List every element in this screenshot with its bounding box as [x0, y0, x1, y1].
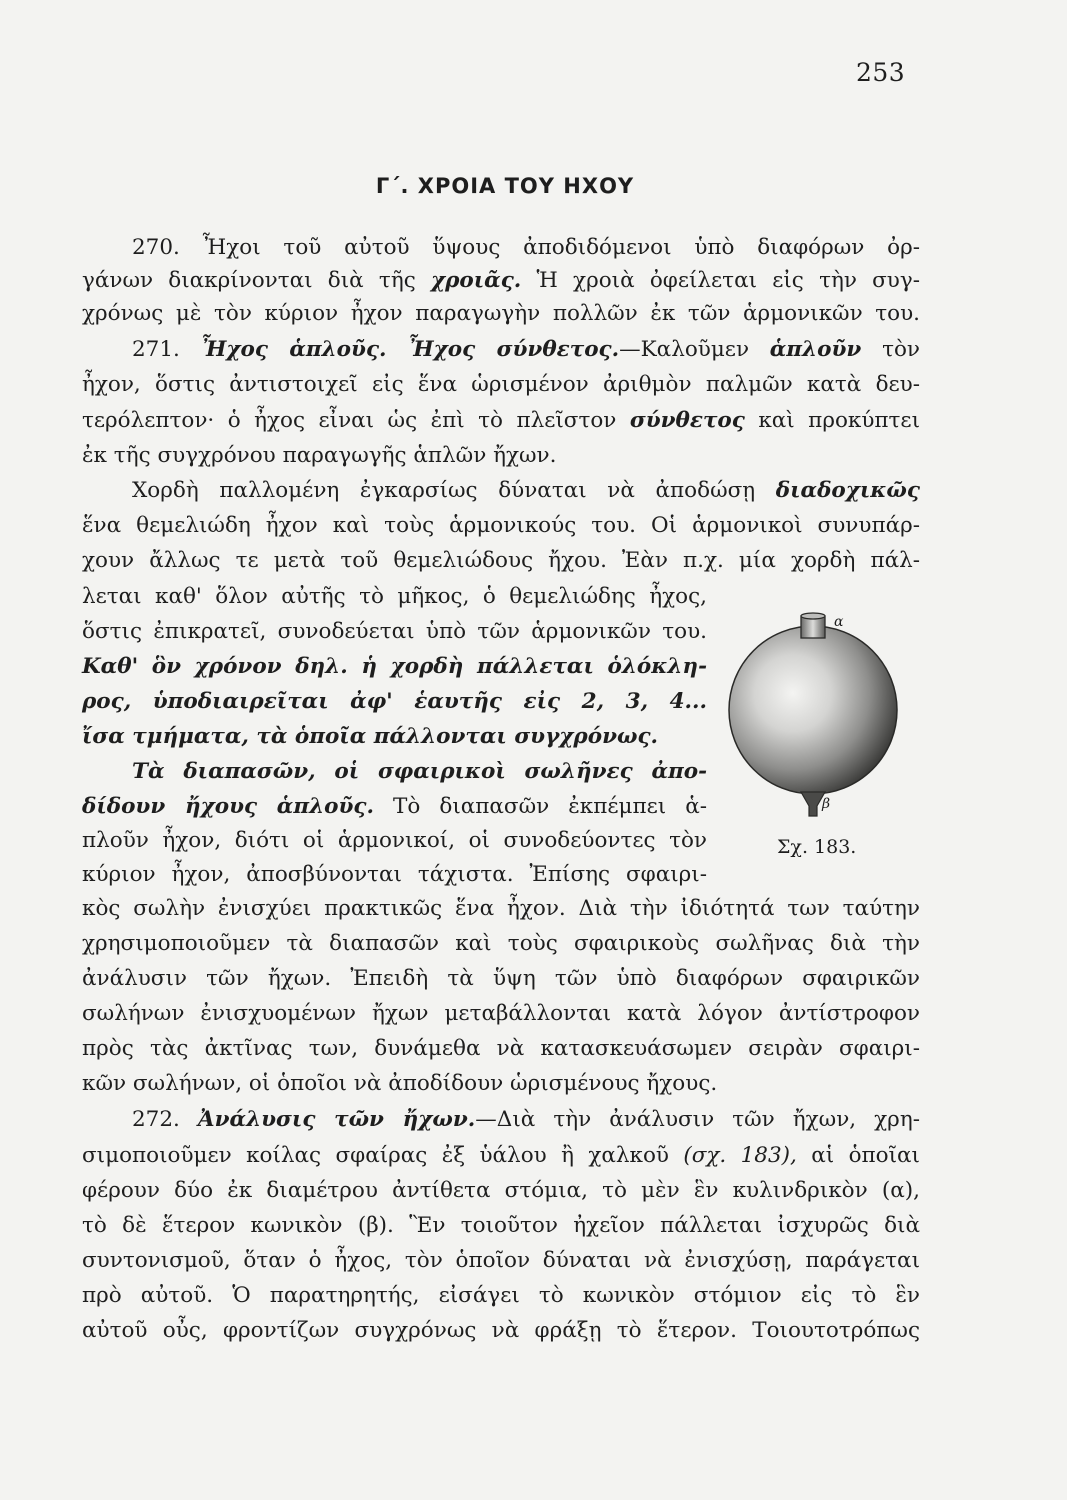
text-line: 272. Ἀνάλυσις τῶν ἤχων.—Διὰ τὴν ἀνάλυσιν τῶν ἤχων, χρη- [132, 1107, 920, 1132]
text-line: ἀνάλυσιν τῶν ἤχων. Ἐπειδὴ τὰ ὕψη τῶν ὑπὸ διαφόρων σφαιρικῶν [82, 966, 920, 991]
text-line: Καθ' ὃν χρόνον δηλ. ἡ χορδὴ πάλλεται ὁλόκλη- [82, 654, 707, 679]
text-line: ἐκ τῆς συγχρόνου παραγωγῆς ἁπλῶν ἤχων. [82, 443, 557, 468]
text-line: συντονισμοῦ, ὅταν ὁ ἦχος, τὸν ὁποῖον δύναται νὰ ἐνισχύσῃ, παράγεται [82, 1248, 920, 1273]
text-line: χρόνως μὲ τὸν κύριον ἦχον παραγωγὴν πολλῶν ἐκ τῶν ἁρμονικῶν του. [82, 301, 920, 326]
text-line: λεται καθ' ὅλον αὐτῆς τὸ μῆκος, ὁ θεμελιώδης ἦχος, [82, 584, 707, 609]
text-line: τερόλεπτον· ὁ ἦχος εἶναι ὡς ἐπὶ τὸ πλεῖστον σύνθετος καὶ προκύπτει [82, 408, 920, 433]
text-line: φέρουν δύο ἐκ διαμέτρου ἀντίθετα στόμια, τὸ μὲν ἓν κυλινδρικὸν (α), [82, 1178, 920, 1203]
text-line: 271. Ἦχος ἁπλοῦς. Ἦχος σύνθετος.—Καλοῦμεν ἁπλοῦν τὸν [132, 337, 920, 362]
text-line: αὐτοῦ οὖς, φροντίζων συγχρόνως νὰ φράξῃ τὸ ἕτερον. Τοιουτοτρόπως [82, 1318, 920, 1343]
text-line: κύριον ἦχον, ἀποσβύνονται τάχιστα. Ἐπίσης σφαιρι- [82, 862, 707, 887]
text-line: κὸς σωλὴν ἐνισχύει πρακτικῶς ἕνα ἦχον. Διὰ τὴν ἰδιότητά των ταύτην [82, 896, 920, 921]
text-line: ἴσα τμήματα, τὰ ὁποῖα πάλλονται συγχρόνως. [82, 724, 659, 749]
text-line: ρος, ὑποδιαιρεῖται ἀφ' ἑαυτῆς εἰς 2, 3, 4... [82, 689, 707, 714]
text-line: πρὸ αὐτοῦ. Ὁ παρατηρητής, εἰσάγει τὸ κωνικὸν στόμιον εἰς τὸ ἓν [82, 1283, 920, 1308]
text-line: Χορδὴ παλλομένη ἐγκαρσίως δύναται νὰ ἀποδώσῃ διαδοχικῶς [132, 478, 920, 503]
text-line: πρὸς τὰς ἀκτῖνας των, δυνάμεθα νὰ κατασκευάσωμεν σειρὰν σφαιρι- [82, 1036, 920, 1061]
text-line: σωλήνων ἐνισχυομένων ἤχων μεταβάλλονται κατὰ λόγον ἀντίστροφον [82, 1001, 920, 1026]
text-line: χρησιμοποιοῦμεν τὰ διαπασῶν καὶ τοὺς σφαιρικοὺς σωλῆνας διὰ τὴν [82, 931, 920, 956]
text-line: ἦχον, ὅστις ἀντιστοιχεῖ εἰς ἕνα ὡρισμένον ἀριθμὸν παλμῶν κατὰ δευ- [82, 372, 920, 397]
resonator-sphere-figure [715, 610, 915, 870]
text-line: τὸ δὲ ἕτερον κωνικὸν (β). Ἓν τοιοῦτον ἠχεῖον πάλλεται ἰσχυρῶς διὰ [82, 1213, 920, 1238]
text-line: Τὰ διαπασῶν, οἱ σφαιρικοὶ σωλῆνες ἀπο- [132, 759, 707, 784]
text-line: χουν ἄλλως τε μετὰ τοῦ θεμελιώδους ἤχου. Ἐὰν π.χ. μία χορδὴ πάλ- [82, 548, 920, 573]
section-title: Γ΄. ΧΡΟΙΑ ΤΟΥ ΗΧΟΥ [375, 174, 635, 198]
figure-label-b: β [822, 796, 831, 812]
figure-label-a: α [834, 614, 844, 630]
text-line: δίδουν ἤχους ἁπλοῦς. Τὸ διαπασῶν ἐκπέμπει ἁ- [82, 794, 707, 819]
text-line: ὅστις ἐπικρατεῖ, συνοδεύεται ὑπὸ τῶν ἁρμονικῶν του. [82, 619, 707, 644]
text-line: σιμοποιοῦμεν κοίλας σφαίρας ἐξ ὑάλου ἢ χαλκοῦ (σχ. 183), αἱ ὁποῖαι [82, 1143, 920, 1168]
text-line: κῶν σωλήνων, οἱ ὁποῖοι νὰ ἀποδίδουν ὡρισμένους ἤχους. [82, 1071, 718, 1096]
text-line: πλοῦν ἦχον, διότι οἱ ἁρμονικοί, οἱ συνοδεύοντες τὸν [82, 828, 707, 853]
text-line: ἕνα θεμελιώδη ἦχον καὶ τοὺς ἁρμονικούς του. Οἱ ἁρμονικοὶ συνυπάρ- [82, 513, 920, 538]
figure-caption: Σχ. 183. [777, 836, 857, 858]
text-line: γάνων διακρίνονται διὰ τῆς χροιᾶς. Ἡ χροιὰ ὀφείλεται εἰς τὴν συγ- [82, 268, 920, 293]
text-line: 270. Ἦχοι τοῦ αὐτοῦ ὕψους ἀποδιδόμενοι ὑπὸ διαφόρων ὀρ- [132, 235, 920, 260]
page-number: 253 [856, 58, 906, 87]
sphere-body [729, 626, 897, 794]
